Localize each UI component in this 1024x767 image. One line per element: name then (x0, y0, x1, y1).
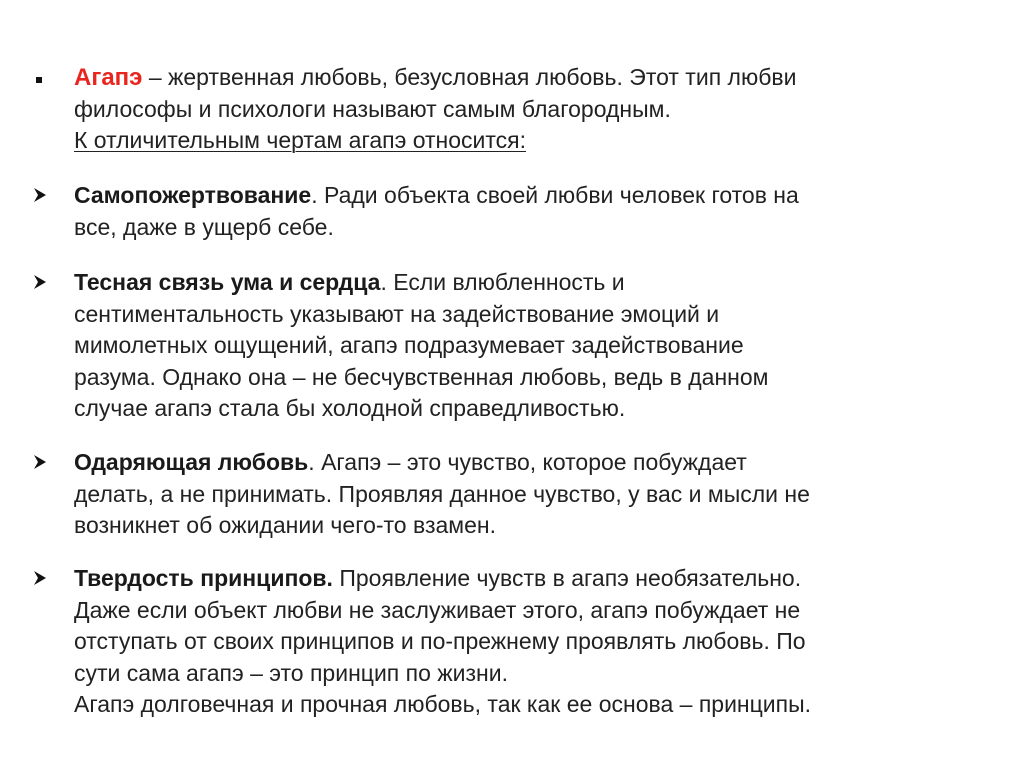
item-heading: Одаряющая любовь (74, 449, 309, 475)
item-line: отступать от своих принципов и по-прежнему проявлять любовь. По (74, 628, 806, 654)
list-item-mind-heart (74, 267, 1004, 425)
arrow-bullet-icon (32, 447, 54, 478)
item-line: разума. Однако она – не бесчувственная любовь, ведь в данном (74, 363, 769, 390)
item-line (74, 180, 1004, 212)
intro-line-3: К отличительным чертам агапэ относится: (74, 127, 527, 153)
item-line: возникнет об ожидании чего-то взамен. (74, 512, 496, 538)
item-line: сентиментальность указывают на задействование эмоций и (74, 300, 720, 327)
item-heading: Самопожертвование (74, 182, 312, 208)
item-text: . Агапэ – это чувство, которое побуждает (308, 449, 747, 475)
square-bullet-icon (32, 62, 54, 93)
intro-line-2: философы и психологи называют самым благородным. (74, 95, 671, 122)
intro-line-1-text: – жертвенная любовь, безусловная любовь. Этот тип любви (142, 64, 797, 90)
item-line: все, даже в ущерб себе. (74, 213, 334, 240)
item-heading: Твердость принципов. (74, 565, 333, 591)
item-line: Агапэ долговечная и прочная любовь, так как ее основа – принципы. (74, 691, 812, 717)
list-item-giving-love (74, 447, 1004, 542)
item-line: Даже если объект любви не заслуживает этого, агапэ побуждает не (74, 596, 801, 623)
item-line: случае агапэ стала бы холодной справедливостью. (74, 395, 626, 421)
item-line: мимолетных ощущений, агапэ подразумевает задействование (74, 332, 744, 358)
arrow-bullet-icon (32, 563, 54, 594)
intro-term: Агапэ (74, 64, 143, 91)
intro-line-1 (74, 62, 1004, 94)
arrow-bullet-icon (32, 267, 54, 298)
item-text: . Ради объекта своей любви человек готов на (311, 182, 799, 208)
intro-block (74, 62, 1004, 157)
item-line (74, 267, 1004, 299)
item-heading: Тесная связь ума и сердца (74, 269, 381, 295)
list-item-self-sacrifice (74, 180, 1004, 243)
list-item-firm-principles (74, 563, 1004, 721)
item-line (74, 563, 1004, 595)
item-line: сути сама агапэ – это принцип по жизни. (74, 659, 508, 686)
arrow-bullet-icon (32, 180, 54, 211)
item-line: делать, а не принимать. Проявляя данное чувство, у вас и мысли не (74, 480, 810, 507)
item-text: Проявление чувств в агапэ необязательно. (332, 565, 802, 591)
item-text: . Если влюбленность и (380, 269, 625, 295)
item-line (74, 447, 1004, 479)
